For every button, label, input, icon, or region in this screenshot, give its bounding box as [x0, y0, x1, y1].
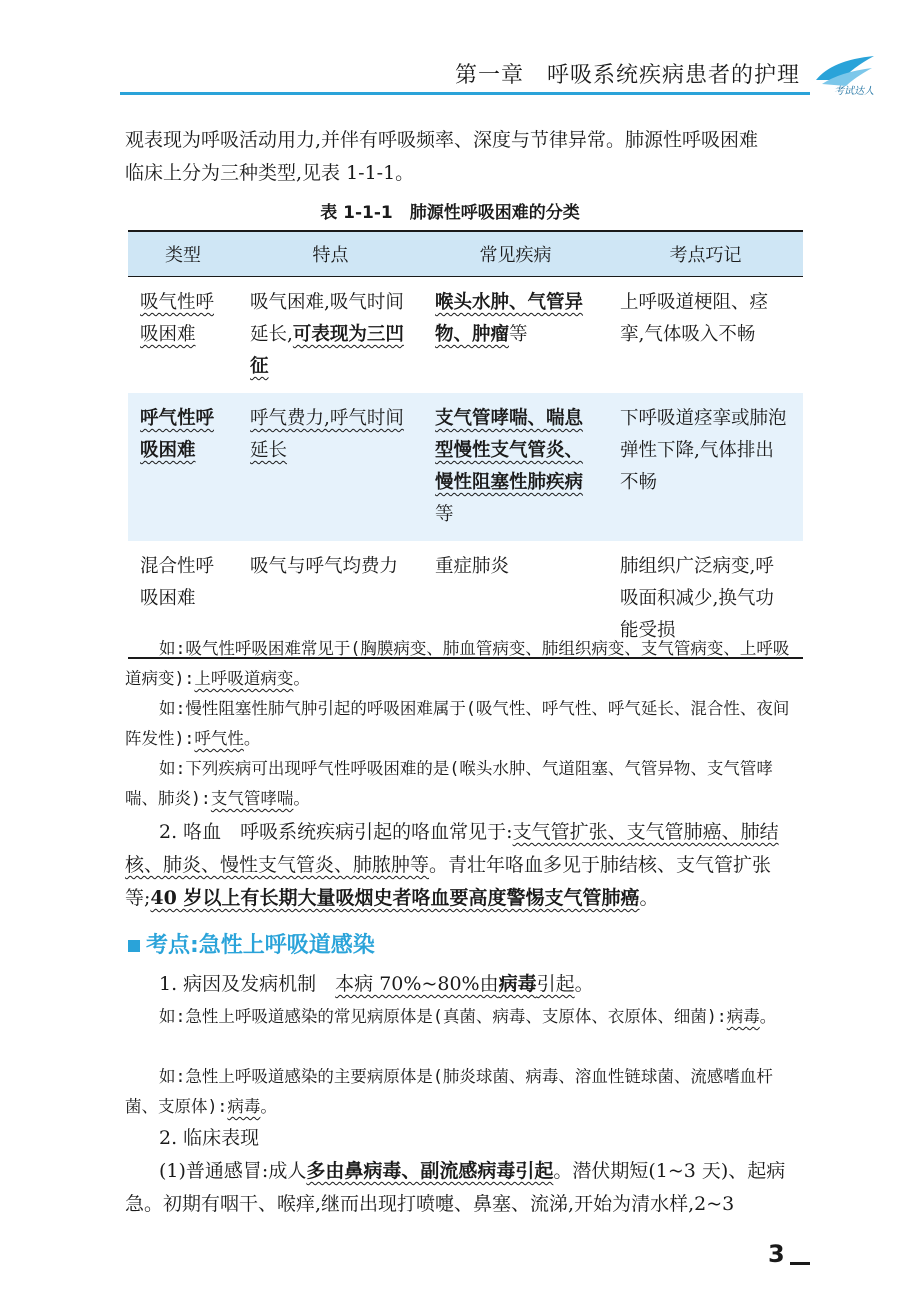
chapter-title: 第一章 呼吸系统疾病患者的护理 [455, 63, 801, 88]
cell-disease: 重症肺炎 [423, 541, 608, 658]
page-header [0, 0, 900, 100]
col-header-feature: 特点 [238, 231, 423, 277]
intro-line-1: 观表现为呼吸活动用力,并伴有呼吸频率、深度与节律异常。肺源性呼吸困难 [125, 129, 759, 151]
hemoptysis-paragraph: 2. 咯血 呼吸系统疾病引起的咯血常见于:支气管扩张、支气管肺癌、肺结核、肺炎、慢性支气管炎、肺脓肿等。青壮年咯血多见于肺结核、支气管扩张等;40 岁以上有长期大量吸烟史者咯血要高度警惕支气管肺癌。 [125, 821, 779, 909]
cell-feature: 吸气与呼气均费力 [238, 541, 423, 658]
question-5: 如:急性上呼吸道感染的主要病原体是(肺炎球菌、病毒、溶血性链球菌、流感嗜血杆菌、支原体):病毒。 [125, 1067, 773, 1116]
table-row [128, 277, 803, 394]
cell-memo: 肺组织广泛病变,呼吸面积减少,换气功能受损 [608, 541, 803, 658]
question-2: 如:慢性阻塞性肺气肿引起的呼吸困难属于(吸气性、呼气性、呼气延长、混合性、夜间阵发性):呼气性。 [125, 699, 790, 748]
col-header-memo: 考点巧记 [608, 231, 803, 277]
intro-line-2: 临床上分为三种类型,见表 1-1-1。 [125, 162, 415, 184]
cell-disease: 支气管哮喘、喘息型慢性支气管炎、慢性阻塞性肺疾病等 [423, 393, 608, 541]
question-1: 如:吸气性呼吸困难常见于(胸膜病变、肺血管病变、肺组织病变、支气管病变、上呼吸道病变):上呼吸道病变。 [125, 639, 790, 688]
cell-feature: 吸气困难,吸气时间延长,可表现为三凹征 [250, 292, 404, 377]
cell-feature: 呼气费力,呼气时间延长 [238, 393, 423, 541]
pointing-hand-icon [128, 940, 140, 952]
table-caption: 表 1-1-1 肺源性呼吸困难的分类 [320, 203, 580, 223]
classification-table [128, 230, 803, 659]
header-rule [120, 92, 810, 95]
etiology-paragraph: 1. 病因及发病机制 本病 70%~80%由病毒引起。 [159, 973, 594, 995]
col-header-type: 类型 [128, 231, 238, 277]
section-heading: 考点:急性上呼吸道感染 [128, 928, 375, 959]
common-cold-paragraph: (1)普通感冒:成人多由鼻病毒、副流感病毒引起。潜伏期短(1~3 天)、起病急。初期有咽干、喉痒,继而出现打喷嚏、鼻塞、流涕,开始为清水样,2~3 [125, 1160, 786, 1215]
question-3: 如:下列疾病可出现呼气性呼吸困难的是(喉头水肿、气道阻塞、气管异物、支气管哮喘、肺炎):支气管哮喘。 [125, 759, 773, 808]
cell-memo: 下呼吸道痉挛或肺泡弹性下降,气体排出不畅 [608, 393, 803, 541]
clinical-heading: 2. 临床表现 [159, 1127, 260, 1149]
table-header-row [128, 231, 803, 277]
wing-logo-icon [812, 50, 882, 100]
cell-memo: 上呼吸道梗阻、痉挛,气体吸入不畅 [620, 292, 769, 345]
table-row [128, 393, 803, 541]
page-number-underline [790, 1262, 810, 1265]
question-4: 如:急性上呼吸道感染的常见病原体是(真菌、病毒、支原体、衣原体、细菌):病毒。 [159, 1007, 777, 1026]
cell-type: 呼气性呼吸困难 [128, 393, 238, 541]
cell-disease: 喉头水肿、气管异物、肿瘤等 [435, 292, 584, 345]
logo-text: 考试达人 [834, 86, 874, 97]
page-number: 3 [768, 1240, 785, 1268]
cell-type: 混合性呼吸困难 [128, 541, 238, 658]
col-header-disease: 常见疾病 [423, 231, 608, 277]
cell-type: 吸气性呼吸困难 [140, 292, 215, 345]
